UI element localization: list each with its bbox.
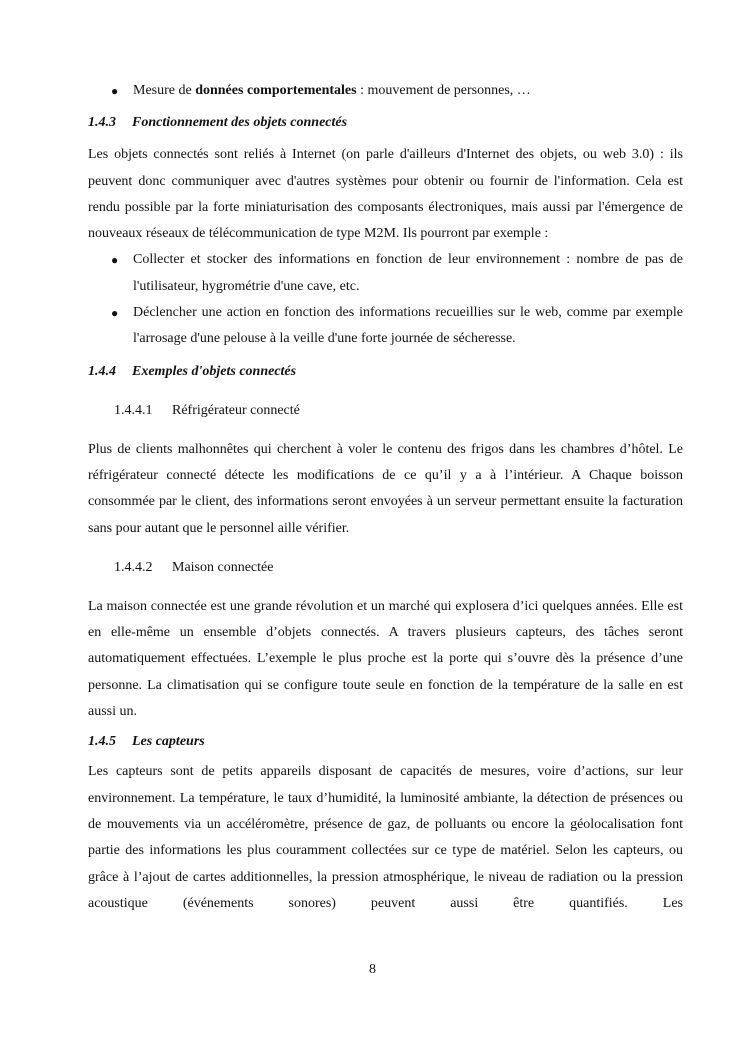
bullet-icon: ● <box>111 253 119 268</box>
heading-title: Les capteurs <box>132 734 205 750</box>
heading-title: Exemples d'objets connectés <box>132 363 297 379</box>
subheading-title: Maison connectée <box>172 559 274 575</box>
paragraph-1-4-4-1: Plus de clients malhonnêtes qui cherchent à voler le contenu des frigos dans les chambres d’hôtel. Le réfrigérateur connecté détecte les modifications de ce qu’il y a à l’intérieur. A Chaque boisson consommée par le client, des informations seront envoyées à un serveur permettant ensuite la facturation sans pour autant que le personnel aille vérifier. <box>88 441 683 536</box>
subheading-1-4-4-1 <box>88 398 683 424</box>
bullet-icon: ● <box>111 306 119 321</box>
heading-number: 1.4.3 <box>88 115 116 131</box>
bullet-bold-term: données comportementales <box>195 83 357 98</box>
heading-number: 1.4.4 <box>88 363 116 379</box>
paragraph-1-4-5: Les capteurs sont de petits appareils disposant de capacités de mesures, voire d’actions, sur leur environnement. La température, le taux d’humidité, la luminosité ambiante, la détection de présences ou de mouvements via un accéléromètre, présence de gaz, de polluants ou encore la géolocalisation font partie des informations les plus couramment collectées sur ce type de matériel. Selon les capteurs, ou grâce à l’ajout de cartes additionnelles, la pression atmosphérique, le niveau de radiation ou la pression acoustique (événements sonores) peuvent aussi être quantifiés. Les <box>88 764 683 911</box>
subheading-number: 1.4.4.1 <box>114 402 153 418</box>
page-number: 8 <box>369 962 376 977</box>
paragraph-1-4-3: Les objets connectés sont reliés à Internet (on parle d'ailleurs d'Internet des objets, ou web 3.0) : ils peuvent donc communiquer avec d'autres systèmes pour obtenir ou fournir de l'information. Cela est rendu possible par la forte miniaturisation des composants électroniques, mais aussi par l'émergence de nouveaux réseaux de télécommunication de type M2M. Ils pourront par exemple : <box>88 147 683 242</box>
bullet-prefix: Mesure de <box>133 83 196 98</box>
heading-number: 1.4.5 <box>88 734 116 750</box>
page-body <box>88 78 683 917</box>
subheading-title: Réfrigérateur connecté <box>172 402 300 418</box>
subheading-1-4-4-2 <box>88 555 683 581</box>
heading-1-4-3 <box>88 110 683 136</box>
list-item-text: Déclencher une action en fonction des informations recueillies sur le web, comme par exemple l'arrosage d'une pelouse à la veille d'une forte journée de sécheresse. <box>133 305 683 347</box>
bullet-behavioral-data <box>88 78 683 104</box>
heading-title: Fonctionnement des objets connectés <box>132 115 348 131</box>
list-item-text: Collecter et stocker des informations en fonction de leur environnement : nombre de pas de l'utilisateur, hygrométrie d'une cave, etc. <box>133 252 683 294</box>
heading-1-4-4 <box>88 359 683 385</box>
subheading-number: 1.4.4.2 <box>114 559 153 575</box>
bullet-suffix: : mouvement de personnes, … <box>356 83 531 98</box>
bullet-icon: ● <box>111 84 119 98</box>
heading-1-4-5 <box>88 729 683 755</box>
list-item <box>88 300 683 353</box>
list-item <box>88 247 683 300</box>
paragraph-1-4-4-2: La maison connectée est une grande révolution et un marché qui explosera d’ici quelques années. Elle est en elle-même un ensemble d’objets connectés. A travers plusieurs capteurs, des tâches seront automatiquement effectuées. L’exemple le plus proche est la porte qui s’ouvre dès la présence d’une personne. La climatisation qui se configure toute seule en fonction de la température de la salle en est aussi un. <box>88 598 683 720</box>
